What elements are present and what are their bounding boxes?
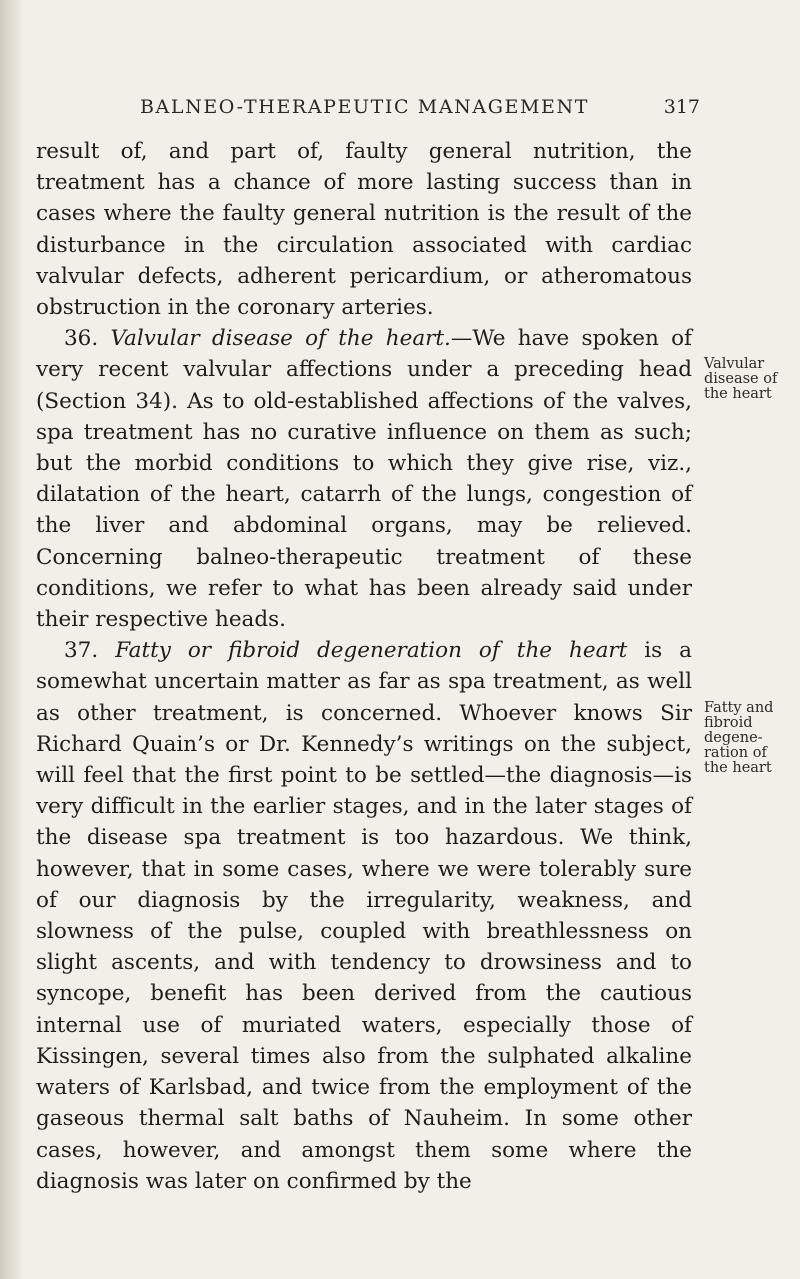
page-number: 317	[663, 96, 700, 118]
paragraph-continuation	[36, 136, 692, 323]
paragraph-section-36	[36, 323, 692, 635]
margin-note-line: the heart	[704, 760, 772, 776]
margin-note-line: Fatty and	[704, 700, 774, 716]
paragraph-text: is a somewhat uncertain matter as far as spa treatment, as well as other treatment, is concerned. Whoever knows Sir Richard Quain’s or Dr. Kennedy’s writings on the subject, will feel that the first point to be settled—the diagnosis—is very difficult in the earlier stages, and in the later stages of the disease spa treatment is too hazardous. We think, however, that in some cases, where we were tolerably sure of our diagnosis by the irregularity, weakness, and slowness of the pulse, coupled with breathlessness on slight ascents, and with tendency to drowsiness and to syncope, benefit has been derived from the cautious internal use of muriated waters, especially those of Kissingen, several times also from the sulphated alkaline waters of Karlsbad, and twice from the employment of the gaseous thermal salt baths of Nauheim. In some other cases, however, and amongst them some where the diagnosis was later on confirmed by the	[36, 638, 692, 1194]
page-binding-shadow	[0, 0, 24, 1279]
page-header	[140, 96, 700, 126]
body-text	[36, 136, 692, 1197]
margin-note-line: the heart	[704, 386, 772, 402]
running-head: BALNEO-THERAPEUTIC MANAGEMENT	[140, 96, 589, 118]
section-heading: Fatty or fibroid degeneration of the heart	[115, 638, 628, 664]
margin-note-line: disease of	[704, 371, 778, 387]
margin-note-valvular	[704, 357, 800, 402]
margin-note-line: fibroid	[704, 715, 753, 731]
section-number: 37.	[64, 638, 99, 664]
margin-note-line: ration of	[704, 745, 767, 761]
section-heading: Valvular disease of the heart.	[110, 326, 451, 352]
margin-note-fatty	[704, 701, 800, 776]
margin-note-line: Valvular	[704, 356, 765, 372]
paragraph-text: result of, and part of, faulty general nutrition, the treatment has a chance of more lasting success than in cases where the faulty general nutrition is the result of the disturbance in the circulation associated with cardiac valvular defects, adherent pericardium, or atheromatous obstruction in the coronary arteries.	[36, 139, 692, 321]
section-number: 36.	[64, 326, 99, 352]
paragraph-text: —We have spoken of very recent valvular affections under a preceding head (Section 34). As to old-established affections of the valves, spa treatment has no curative influence on them as such; but the morbid conditions to which they give rise, viz., dilatation of the heart, catarrh of the lungs, congestion of the liver and abdominal organs, may be relieved. Concerning balneo-therapeutic treatment of these conditions, we refer to what has been already said under their respective heads.	[36, 326, 692, 633]
margin-note-line: degene-	[704, 730, 763, 746]
paragraph-section-37	[36, 635, 692, 1197]
